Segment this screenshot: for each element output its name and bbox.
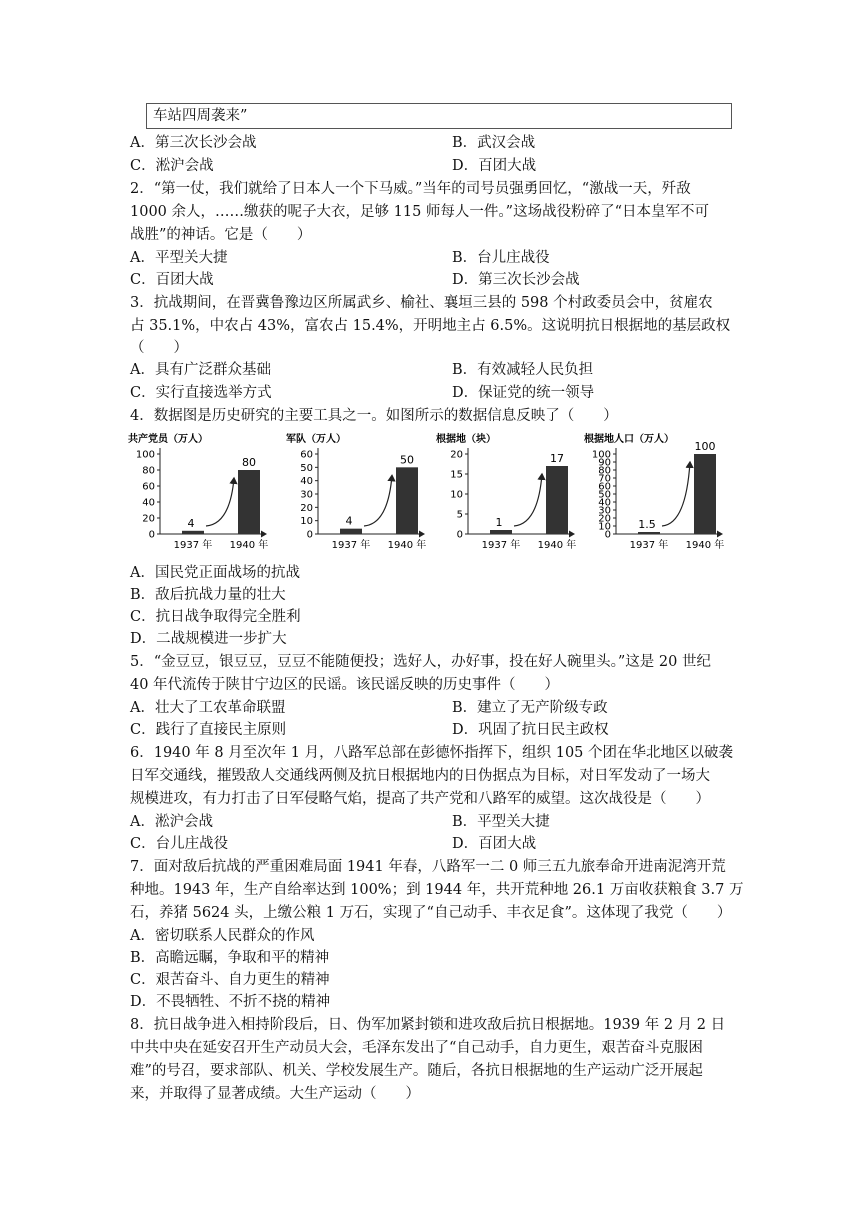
chart-army	[284, 432, 434, 557]
y-tick-label: 70	[598, 473, 611, 485]
q5-option-b: B．建立了无产阶级专政	[452, 700, 608, 716]
y-tick-label: 10	[300, 516, 313, 528]
q4-charts	[126, 432, 736, 557]
bar	[546, 466, 568, 534]
y-tick-label: 40	[598, 497, 611, 509]
y-tick-label: 15	[450, 469, 463, 481]
q6-line-1: 6．1940 年 8 月至次年 1 月，八路军总部在彭德怀指挥下，组织 105 个团在华北地区以破袭	[130, 745, 734, 761]
y-tick-label: 60	[598, 481, 611, 493]
q2-option-d: D．第三次长沙会战	[452, 272, 580, 288]
growth-arrow	[662, 462, 690, 526]
y-tick-label: 50	[300, 462, 313, 474]
q3-line-2: 占 35.1%，中农占 43%，富农占 15.4%，开明地主占 6.5%。这说明抗日根据地的基层政权	[130, 318, 731, 334]
q2-line-3: 战胜”的神话。它是（ ）	[130, 227, 312, 243]
x-tick-label: 1940 年	[387, 540, 427, 551]
q4-option-a: A．国民党正面战场的抗战	[130, 565, 300, 581]
q6-option-d: D．百团大战	[452, 836, 537, 852]
q4-line-1: 4．数据图是历史研究的主要工具之一。如图所示的数据信息反映了（ ）	[130, 408, 618, 424]
quote-box: 车站四周袭来”	[146, 103, 732, 129]
growth-arrow	[206, 478, 234, 526]
q8-line-3: 难”的号召，要求部队、机关、学校发展生产。随后，各抗日根据地的生产运动广泛开展起	[130, 1063, 703, 1079]
q4-option-b: B．敌后抗战力量的壮大	[130, 587, 286, 603]
y-tick-label: 10	[450, 489, 463, 501]
q1-option-a: A．第三次长沙会战	[130, 135, 257, 151]
q7-line-1: 7．面对敌后抗战的严重困难局面 1941 年春，八路军一二 0 师三五九旅奉命开进南泥湾开荒	[130, 859, 726, 875]
q3-line-3: （ ）	[130, 340, 188, 356]
q5-option-c: C．践行了直接民主原则	[130, 722, 287, 738]
x-tick-label: 1940 年	[229, 540, 269, 551]
bar-value-label: 80	[242, 456, 256, 469]
x-tick-label: 1937 年	[481, 540, 521, 551]
q8-line-4: 来，并取得了显著成绩。大生产运动（ ）	[130, 1086, 420, 1102]
bar-value-label: 4	[187, 516, 195, 530]
q6-option-b: B．平型关大捷	[452, 814, 550, 830]
bar	[238, 470, 260, 534]
y-tick-label: 0	[604, 529, 611, 541]
y-tick-label: 0	[306, 529, 313, 541]
bar-value-label: 1.5	[638, 518, 656, 531]
q2-line-2: 1000 余人，……缴获的呢子大衣，足够 115 师每人一件。”这场战役粉碎了“日本皇军不可	[130, 204, 709, 220]
q5-option-d: D．巩固了抗日民主政权	[452, 722, 609, 738]
x-tick-label: 1940 年	[685, 540, 725, 551]
bar-value-label: 100	[694, 440, 716, 453]
q1-option-b: B．武汉会战	[452, 135, 536, 151]
chart-party-members	[126, 432, 276, 557]
chart-base-population	[582, 432, 732, 557]
y-tick-label: 80	[598, 465, 611, 477]
q2-line-1: 2．“第一仗，我们就给了日本人一个下马威。”当年的司号员强勇回忆，“激战一天，歼敌	[130, 181, 691, 197]
q3-option-b: B．有效减轻人民负担	[452, 362, 594, 378]
q3-line-1: 3．抗战期间，在晋冀鲁豫边区所属武乡、榆社、襄垣三县的 598 个村政委员会中，贫雇农	[130, 295, 713, 311]
x-tick-label: 1940 年	[537, 540, 577, 551]
x-tick-label: 1937 年	[331, 540, 371, 551]
y-tick-label: 30	[598, 505, 611, 517]
chart-army-svg	[284, 432, 434, 557]
q8-line-1: 8．抗日战争进入相持阶段后，日、伪军加紧封锁和进攻敌后抗日根据地。1939 年 2 月 2 日	[130, 1017, 726, 1033]
bar	[694, 454, 716, 534]
q6-line-2: 日军交通线，摧毁敌人交通线两侧及抗日根据地内的日伪据点为目标，对日军发动了一场大	[130, 768, 710, 784]
q5-line-2: 40 年代流传于陕甘宁边区的民谣。该民谣反映的历史事件（ ）	[130, 677, 560, 693]
q3-option-d: D．保证党的统一领导	[452, 385, 595, 401]
y-tick-label: 30	[300, 489, 313, 501]
x-tick-label: 1937 年	[173, 540, 213, 551]
chart-title: 军队（万人）	[286, 434, 346, 445]
bar-value-label: 17	[550, 452, 564, 465]
chart-bases-svg	[434, 432, 584, 557]
y-tick-label: 20	[450, 449, 463, 461]
bar	[490, 530, 512, 534]
y-tick-label: 60	[142, 481, 155, 493]
y-tick-label: 80	[142, 465, 155, 477]
y-tick-label: 0	[456, 529, 463, 541]
q7-line-2: 种地。1943 年，生产自给率达到 100%；到 1944 年，共开荒种地 26.1 万亩收获粮食 3.7 万	[130, 882, 744, 898]
chart-title: 根据地人口（万人）	[584, 434, 674, 445]
chart-party-members-svg	[126, 432, 276, 557]
y-tick-label: 20	[142, 513, 155, 525]
q7-option-b: B．高瞻远瞩，争取和平的精神	[130, 950, 330, 966]
q5-option-a: A．壮大了工农革命联盟	[130, 700, 286, 716]
chart-base-population-svg	[582, 432, 732, 557]
chart-bases	[434, 432, 584, 557]
bar	[396, 467, 418, 534]
q3-option-a: A．具有广泛群众基础	[130, 362, 271, 378]
bar	[340, 529, 362, 534]
bar-value-label: 1	[495, 516, 503, 529]
growth-arrow	[514, 474, 542, 526]
q3-option-c: C．实行直接选举方式	[130, 385, 272, 401]
y-tick-label: 50	[598, 489, 611, 501]
chart-title: 共产党员（万人）	[128, 434, 208, 445]
q7-option-c: C．艰苦奋斗、自力更生的精神	[130, 972, 330, 988]
y-tick-label: 10	[598, 521, 611, 533]
q2-option-c: C．百团大战	[130, 272, 214, 288]
q4-option-c: C．抗日战争取得完全胜利	[130, 609, 301, 625]
y-tick-label: 20	[598, 513, 611, 525]
growth-arrow	[364, 475, 392, 526]
q4-option-d: D．二战规模进一步扩大	[130, 631, 287, 647]
q7-option-d: D．不畏牺牲、不折不挠的精神	[130, 994, 331, 1010]
bar-value-label: 50	[400, 453, 414, 467]
y-tick-label: 40	[300, 476, 313, 488]
y-tick-label: 40	[142, 497, 155, 509]
y-tick-label: 100	[135, 449, 155, 461]
bar	[182, 531, 204, 534]
q8-line-2: 中共中央在延安召开生产动员大会，毛泽东发出了“自己动手，自力更生，艰苦奋斗克服困	[130, 1040, 703, 1056]
bar	[638, 532, 660, 534]
q1-option-d: D．百团大战	[452, 158, 537, 174]
y-tick-label: 5	[456, 509, 463, 521]
q6-option-c: C．台儿庄战役	[130, 836, 229, 852]
chart-title: 根据地（块）	[436, 434, 496, 445]
y-tick-label: 100	[591, 449, 611, 461]
q2-option-a: A．平型关大捷	[130, 250, 228, 266]
y-tick-label: 0	[148, 529, 155, 541]
q2-option-b: B．台儿庄战役	[452, 250, 550, 266]
y-tick-label: 90	[598, 457, 611, 469]
x-tick-label: 1937 年	[629, 540, 669, 551]
y-tick-label: 20	[300, 502, 313, 514]
q7-option-a: A．密切联系人民群众的作风	[130, 928, 315, 944]
bar-value-label: 4	[345, 514, 353, 528]
q5-line-1: 5．“金豆豆，银豆豆，豆豆不能随便投；选好人，办好事，投在好人碗里头。”这是 20 世纪	[130, 654, 711, 670]
q7-line-3: 石，养猪 5624 头，上缴公粮 1 万石，实现了“自己动手、丰衣足食”。这体现了我党（ ）	[130, 905, 732, 921]
q6-option-a: A．淞沪会战	[130, 814, 213, 830]
q6-line-3: 规模进攻，有力打击了日军侵略气焰，提高了共产党和八路军的威望。这次战役是（ ）	[130, 791, 710, 807]
y-tick-label: 60	[300, 449, 313, 461]
q1-option-c: C．淞沪会战	[130, 158, 214, 174]
